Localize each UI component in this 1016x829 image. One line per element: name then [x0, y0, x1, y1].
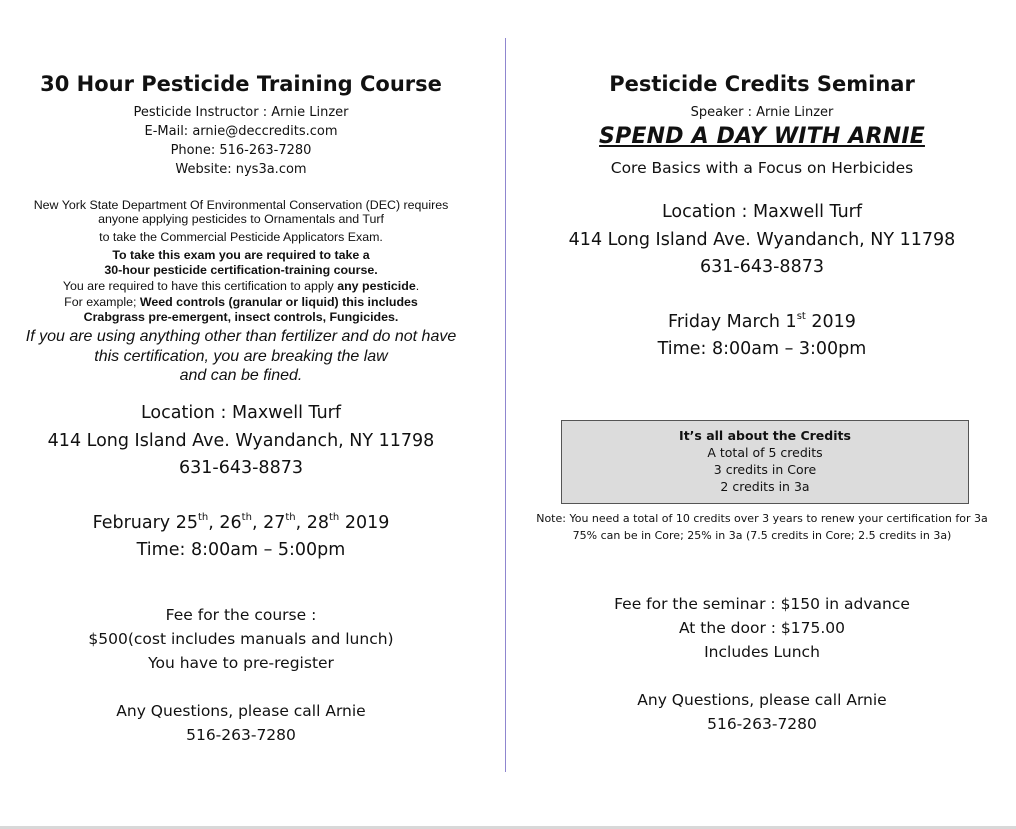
- column-divider: [505, 38, 506, 772]
- crabgrass-line: Crabgrass pre-emergent, insect controls, Fungicides.: [83, 310, 399, 324]
- seminar-questions-phone: 516-263-7280: [707, 715, 817, 733]
- seminar-address: 414 Long Island Ave. Wyandanch, NY 11798: [568, 230, 956, 250]
- seminar-fee-door: At the door : $175.00: [678, 619, 846, 637]
- warning-line: this certification, you are breaking the law: [94, 348, 388, 365]
- instructor-line: Pesticide Instructor : Arnie Linzer: [133, 105, 349, 120]
- dec-paragraph-line: to take the Commercial Pesticide Applicators Exam.: [99, 230, 383, 244]
- credits-line: 2 credits in 3a: [720, 479, 810, 494]
- any-pesticide-line: You are required to have this certification to apply any pesticide.: [62, 279, 420, 293]
- seminar-time: Time: 8:00am – 3:00pm: [657, 339, 867, 359]
- warning-line: If you are using anything other than fertilizer and do not have: [25, 328, 457, 345]
- course-questions-phone: 516-263-7280: [186, 726, 296, 744]
- course-time: Time: 8:00am – 5:00pm: [136, 540, 346, 560]
- seminar-title: Pesticide Credits Seminar: [609, 72, 915, 96]
- email-line: E-Mail: arnie@deccredits.com: [144, 124, 338, 139]
- seminar-fee-advance: Fee for the seminar : $150 in advance: [614, 595, 910, 613]
- exam-requirement-line: To take this exam you are required to take a: [112, 248, 370, 262]
- seminar-headline: SPEND A DAY WITH ARNIE: [599, 124, 925, 149]
- course-location-phone: 631-643-8873: [179, 458, 303, 478]
- website-line: Website: nys3a.com: [175, 162, 307, 177]
- credits-line: A total of 5 credits: [707, 445, 823, 460]
- course-address: 414 Long Island Ave. Wyandanch, NY 11798: [47, 431, 435, 451]
- preregister-note: You have to pre-register: [148, 654, 334, 672]
- seminar-subtitle: Core Basics with a Focus on Herbicides: [610, 159, 914, 177]
- course-dates: February 25th, 26th, 27th, 28th 2019: [92, 512, 390, 533]
- example-line: For example; Weed controls (granular or liquid) this includes: [64, 295, 418, 309]
- credits-box-title: It’s all about the Credits: [679, 428, 851, 443]
- course-fee-value: $500(cost includes manuals and lunch): [88, 630, 394, 648]
- seminar-includes: Includes Lunch: [704, 643, 820, 661]
- seminar-location-phone: 631-643-8873: [700, 257, 824, 277]
- credits-box: [561, 420, 969, 504]
- credits-note: 75% can be in Core; 25% in 3a (7.5 credits in Core; 2.5 credits in 3a): [572, 529, 952, 542]
- phone-line: Phone: 516-263-7280: [170, 143, 312, 158]
- exam-requirement-line: 30-hour pesticide certification-training course.: [104, 263, 378, 277]
- warning-line: and can be fined.: [179, 367, 303, 384]
- credits-note: Note: You need a total of 10 credits over 3 years to renew your certification for 3a: [536, 512, 988, 525]
- speaker-line: Speaker : Arnie Linzer: [690, 105, 834, 120]
- course-title: 30 Hour Pesticide Training Course: [40, 72, 442, 96]
- course-location: Location : Maxwell Turf: [140, 403, 342, 423]
- course-questions: Any Questions, please call Arnie: [116, 702, 366, 720]
- credits-line: 3 credits in Core: [713, 462, 817, 477]
- seminar-date: Friday March 1st 2019: [668, 311, 856, 332]
- seminar-questions: Any Questions, please call Arnie: [637, 691, 887, 709]
- seminar-location: Location : Maxwell Turf: [661, 202, 863, 222]
- dec-paragraph-line: New York State Department Of Environmental Conservation (DEC) requires: [33, 198, 449, 212]
- course-fee-label: Fee for the course :: [165, 606, 317, 624]
- dec-paragraph-line: anyone applying pesticides to Ornamentals and Turf: [98, 212, 384, 226]
